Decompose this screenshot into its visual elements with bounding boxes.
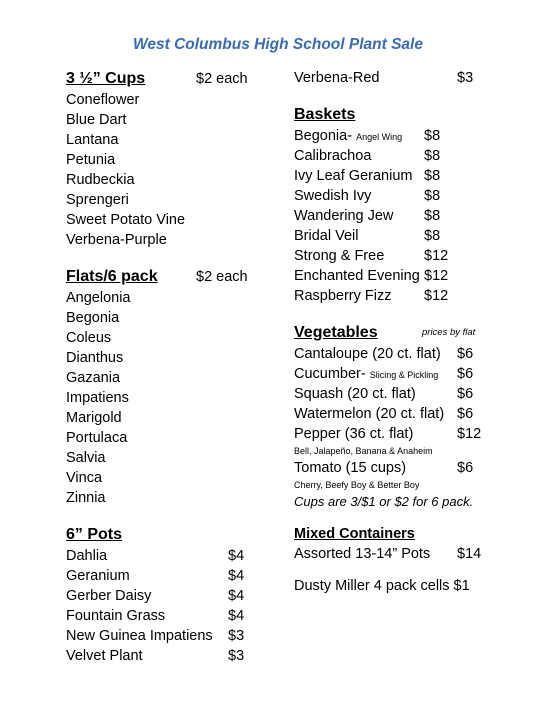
- list-item: [66, 546, 256, 566]
- item-price: $12: [424, 248, 449, 264]
- item-price: $6: [457, 346, 474, 362]
- left-column: [66, 68, 256, 666]
- item-name: Cucumber-: [294, 366, 366, 382]
- item-price: $12: [457, 426, 482, 442]
- item-name: Watermelon (20 ct. flat): [294, 406, 445, 422]
- item-name: Gerber Daisy: [66, 588, 152, 604]
- item-price: $12: [424, 288, 449, 304]
- list-item: Petunia: [66, 152, 116, 168]
- list-item: [294, 266, 494, 286]
- list-item: [294, 126, 494, 146]
- item-price: $8: [424, 148, 441, 164]
- item-name: Geranium: [66, 568, 130, 584]
- list-item: Blue Dart: [66, 112, 127, 128]
- item-name: Wandering Jew: [294, 208, 394, 224]
- item-price: $4: [228, 608, 245, 624]
- list-item: [294, 364, 494, 384]
- item-price: $4: [228, 568, 245, 584]
- item-price: $8: [424, 228, 441, 244]
- item-price: $12: [424, 268, 449, 284]
- flats-heading-row: [66, 266, 256, 288]
- vegetables-heading: Vegetables: [294, 324, 378, 341]
- list-item: Begonia: [66, 310, 120, 326]
- list-item: Verbena-Purple: [66, 232, 167, 248]
- item-name: Raspberry Fizz: [294, 288, 392, 304]
- item-price: $6: [457, 406, 474, 422]
- list-item: Sweet Potato Vine: [66, 212, 186, 228]
- tomato-varieties: Cherry, Beefy Boy & Better Boy: [294, 480, 420, 490]
- flats-price: $2 each: [196, 269, 248, 285]
- item-name: New Guinea Impatiens: [66, 628, 213, 644]
- list-item: [294, 146, 494, 166]
- item-name: Velvet Plant: [66, 648, 143, 664]
- item-price: $4: [228, 588, 245, 604]
- item-price: $8: [424, 128, 441, 144]
- item-name: Assorted 13-14” Pots: [294, 546, 431, 562]
- baskets-heading: Baskets: [294, 106, 356, 123]
- list-item: Coleus: [66, 330, 112, 346]
- list-item: [294, 286, 494, 306]
- vegetables-heading-row: [294, 322, 494, 344]
- list-item: Zinnia: [66, 490, 106, 506]
- list-item: [294, 246, 494, 266]
- list-item: Portulaca: [66, 430, 128, 446]
- vegetables-note: prices by flat: [422, 327, 476, 338]
- list-item: [294, 544, 494, 564]
- item-price: $14: [457, 546, 482, 562]
- right-column: [294, 68, 494, 596]
- item-name: Dahlia: [66, 548, 108, 564]
- flats-heading: Flats/6 pack: [66, 268, 158, 285]
- list-item: [294, 186, 494, 206]
- list-item: Lantana: [66, 132, 119, 148]
- list-item: Angelonia: [66, 290, 131, 306]
- list-item: Rudbeckia: [66, 172, 135, 188]
- list-item: [294, 344, 494, 364]
- list-item: [294, 424, 494, 444]
- item-name: Fountain Grass: [66, 608, 166, 624]
- list-item: Sprengeri: [66, 192, 129, 208]
- list-item: [294, 404, 494, 424]
- item-note: Angel Wing: [356, 132, 403, 142]
- dusty-miller-item: Dusty Miller 4 pack cells $1: [294, 578, 470, 594]
- list-item: Gazania: [66, 370, 121, 386]
- list-item: Marigold: [66, 410, 122, 426]
- pots-heading: 6” Pots: [66, 526, 123, 543]
- item-price: $8: [424, 208, 441, 224]
- item-price: $6: [457, 386, 474, 402]
- list-item: [66, 566, 256, 586]
- item-price: $4: [228, 548, 245, 564]
- item-name: Enchanted Evening: [294, 268, 420, 284]
- item-price: $3: [228, 648, 245, 664]
- mixed-containers-heading: Mixed Containers: [294, 526, 415, 542]
- item-name: Ivy Leaf Geranium: [294, 168, 413, 184]
- list-item: [294, 384, 494, 404]
- pepper-varieties: Bell, Jalapeño, Banana & Anaheim: [294, 446, 433, 456]
- cups-pricing-note: Cups are 3/$1 or $2 for 6 pack.: [294, 494, 474, 509]
- item-name: Cantaloupe (20 ct. flat): [294, 346, 441, 362]
- list-item: Impatiens: [66, 390, 129, 406]
- item-name: Tomato (15 cups): [294, 460, 407, 476]
- item-name: Swedish Ivy: [294, 188, 372, 204]
- list-item: Vinca: [66, 470, 103, 486]
- item-name: Bridal Veil: [294, 228, 359, 244]
- item-name: Strong & Free: [294, 248, 385, 264]
- list-item: Dianthus: [66, 350, 124, 366]
- list-item: [66, 646, 256, 666]
- page-title: West Columbus High School Plant Sale: [133, 36, 423, 53]
- list-item: [66, 606, 256, 626]
- item-price: $6: [457, 366, 474, 382]
- list-item: [294, 166, 494, 186]
- cups-price: $2 each: [196, 71, 248, 87]
- list-item: [294, 68, 494, 88]
- item-name: Calibrachoa: [294, 148, 372, 164]
- list-item: Coneflower: [66, 92, 140, 108]
- cups-heading: 3 ½” Cups: [66, 70, 146, 87]
- item-name: Begonia-: [294, 128, 353, 144]
- cups-heading-row: [66, 68, 256, 90]
- item-note: Slicing & Pickling: [369, 370, 439, 380]
- item-name: Pepper (36 ct. flat): [294, 426, 414, 442]
- item-price: $8: [424, 168, 441, 184]
- item-price: $6: [457, 460, 474, 476]
- list-item: [294, 458, 494, 478]
- item-price: $3: [228, 628, 245, 644]
- list-item: [66, 586, 256, 606]
- list-item: Salvia: [66, 450, 106, 466]
- item-price: $3: [457, 70, 474, 86]
- item-name: Squash (20 ct. flat): [294, 386, 416, 402]
- list-item: [294, 226, 494, 246]
- item-price: $8: [424, 188, 441, 204]
- item-name: Verbena-Red: [294, 70, 380, 86]
- list-item: [294, 206, 494, 226]
- list-item: [66, 626, 256, 646]
